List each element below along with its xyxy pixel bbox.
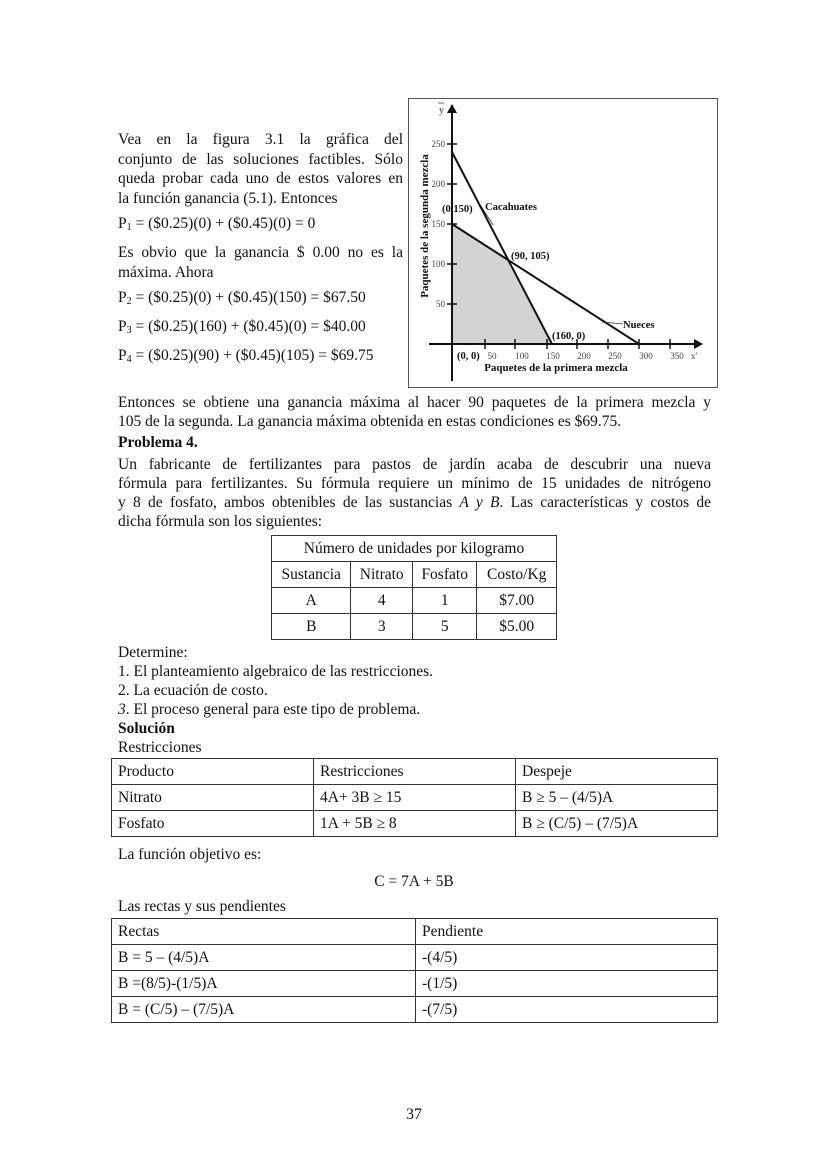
equation-p1 bbox=[118, 214, 403, 237]
table-cell: 5 bbox=[412, 614, 476, 640]
table-row bbox=[112, 811, 718, 837]
svg-text:250: 250 bbox=[608, 351, 622, 361]
table-row bbox=[112, 997, 718, 1023]
table-header-row bbox=[112, 759, 718, 785]
svg-text:100: 100 bbox=[431, 259, 445, 269]
determine-section bbox=[118, 643, 711, 757]
table-header: Nitrato bbox=[351, 562, 412, 588]
eq-subscript: 3 bbox=[126, 325, 132, 336]
intro-line: conjunto de las soluciones factibles. Sólo bbox=[118, 150, 403, 168]
table-cell: B ≥ (C/5) – (7/5)A bbox=[516, 811, 718, 837]
svg-text:350: 350 bbox=[670, 351, 684, 361]
conclusion-paragraph bbox=[118, 393, 711, 431]
svg-text:Nueces: Nueces bbox=[623, 320, 655, 331]
intro-text-block bbox=[118, 130, 403, 369]
determine-item bbox=[118, 700, 711, 719]
table-cell: $5.00 bbox=[477, 614, 557, 640]
intro-line: la función ganancia (5.1). Entonces bbox=[118, 189, 338, 207]
table-header-row bbox=[272, 562, 557, 588]
problem-line: dicha fórmula son los siguientes: bbox=[118, 513, 323, 530]
table-header: Pendiente bbox=[416, 919, 718, 945]
conclusion-line: 105 de la segunda. La ganancia máxima obtenida en estas condiciones es $69.75. bbox=[118, 413, 622, 430]
svg-text:(0,150): (0,150) bbox=[442, 204, 473, 215]
table-cell: 1 bbox=[412, 588, 476, 614]
table-cell: 3 bbox=[351, 614, 412, 640]
problem-italic: A y B bbox=[459, 494, 500, 511]
x-axis-arrow bbox=[694, 339, 703, 349]
x-axis-title: Paquetes de la primera mezcla bbox=[484, 362, 628, 374]
svg-text:150: 150 bbox=[431, 219, 445, 229]
svg-text:(0, 0): (0, 0) bbox=[457, 351, 480, 362]
equation-p2 bbox=[118, 288, 403, 311]
table-cell: 4A+ 3B ≥ 15 bbox=[314, 785, 516, 811]
svg-text:(90, 105): (90, 105) bbox=[511, 251, 550, 262]
equation-p4 bbox=[118, 346, 403, 369]
feasible-region bbox=[452, 224, 552, 344]
table-cell: B = (C/5) – (7/5)A bbox=[112, 997, 416, 1023]
table-header: Despeje bbox=[516, 759, 718, 785]
item-text: . El proceso general para este tipo de problema. bbox=[125, 701, 421, 718]
restrictions-table bbox=[111, 758, 718, 837]
table-cell: 4 bbox=[351, 588, 412, 614]
eq-subscript: 2 bbox=[126, 296, 132, 307]
problem-text: . Las características y costos de bbox=[499, 494, 712, 511]
table-cell: Nitrato bbox=[112, 785, 314, 811]
table-header-row bbox=[112, 919, 718, 945]
table-cell: B ≥ 5 – (4/5)A bbox=[516, 785, 718, 811]
table-header: Fosfato bbox=[412, 562, 476, 588]
units-table-caption: Número de unidades por kilogramo bbox=[272, 536, 557, 562]
table-cell: B bbox=[272, 614, 351, 640]
svg-text:200: 200 bbox=[577, 351, 591, 361]
problem-line bbox=[118, 493, 711, 512]
eq-label: P bbox=[118, 215, 127, 232]
problem-line: fórmula para fertilizantes. Su fórmula requiere un mínimo de 15 unidades de nitrógeno bbox=[118, 475, 711, 492]
determine-item: 1. El planteamiento algebraico de las restricciones. bbox=[118, 663, 434, 680]
svg-text:200: 200 bbox=[431, 179, 445, 189]
obvio-line: máxima. Ahora bbox=[118, 263, 214, 281]
item-number: 3 bbox=[118, 701, 126, 718]
eq-label: P bbox=[118, 289, 127, 306]
eq-expression: = ($0.25)(0) + ($0.45)(0) = 0 bbox=[131, 215, 316, 232]
x-axis-symbol: x' bbox=[691, 351, 698, 361]
problem-section bbox=[118, 433, 711, 531]
table-header: Rectas bbox=[112, 919, 416, 945]
table-header: Sustancia bbox=[272, 562, 351, 588]
x-tick-labels bbox=[488, 351, 685, 361]
table-row bbox=[112, 945, 718, 971]
chart-svg bbox=[409, 99, 719, 389]
restricciones-label: Restricciones bbox=[118, 739, 202, 756]
table-row bbox=[272, 588, 557, 614]
svg-text:300: 300 bbox=[639, 351, 653, 361]
table-cell: B =(8/5)-(1/5)A bbox=[112, 971, 416, 997]
problem-title: Problema 4. bbox=[118, 434, 198, 451]
intro-line: Vea en la figura 3.1 la gráfica del bbox=[118, 131, 403, 148]
table-cell: -(7/5) bbox=[416, 997, 718, 1023]
determine-title: Determine: bbox=[118, 644, 188, 661]
eq-expression: = ($0.25)(90) + ($0.45)(105) = $69.75 bbox=[131, 347, 374, 364]
eq-label: P bbox=[118, 318, 127, 335]
eq-expression: = ($0.25)(0) + ($0.45)(150) = $67.50 bbox=[131, 289, 366, 306]
table-cell: -(1/5) bbox=[416, 971, 718, 997]
svg-text:250: 250 bbox=[431, 139, 445, 149]
y-axis-symbol: y bbox=[439, 105, 444, 116]
solution-title: Solución bbox=[118, 720, 175, 737]
units-table bbox=[271, 535, 557, 640]
eq-subscript: 1 bbox=[126, 222, 132, 233]
table-header: Restricciones bbox=[314, 759, 516, 785]
feasible-region-chart bbox=[408, 98, 718, 388]
y-tick-labels bbox=[432, 139, 446, 309]
table-header: Producto bbox=[112, 759, 314, 785]
svg-text:50: 50 bbox=[436, 299, 445, 309]
table-header: Costo/Kg bbox=[477, 562, 557, 588]
y-axis-arrow bbox=[447, 104, 457, 113]
svg-text:(160, 0): (160, 0) bbox=[552, 331, 586, 342]
table-row bbox=[112, 785, 718, 811]
table-cell: A bbox=[272, 588, 351, 614]
svg-text:Cacahuates: Cacahuates bbox=[485, 202, 537, 213]
svg-text:50: 50 bbox=[487, 351, 497, 361]
eq-expression: = ($0.25)(160) + ($0.45)(0) = $40.00 bbox=[131, 318, 366, 335]
eq-label: P bbox=[118, 347, 127, 364]
objective-label: La función objetivo es: bbox=[118, 846, 262, 863]
table-cell: $7.00 bbox=[477, 588, 557, 614]
table-cell: Fosfato bbox=[112, 811, 314, 837]
y-axis-title: Paquetes de la segunda mezcla bbox=[419, 154, 431, 298]
slopes-table bbox=[111, 918, 718, 1023]
eq-subscript: 4 bbox=[126, 354, 132, 365]
obvio-line: Es obvio que la ganancia $ 0.00 no es la bbox=[118, 244, 403, 261]
intro-line: queda probar cada uno de estos valores en bbox=[118, 170, 403, 187]
problem-line: Un fabricante de fertilizantes para pastos de jardín acaba de descubrir una nueva bbox=[118, 456, 711, 473]
table-cell: 1A + 5B ≥ 8 bbox=[314, 811, 516, 837]
table-row bbox=[272, 614, 557, 640]
svg-text:150: 150 bbox=[546, 351, 560, 361]
conclusion-line: Entonces se obtiene una ganancia máxima al hacer 90 paquetes de la primera mezcla y bbox=[118, 394, 711, 411]
determine-item: 2. La ecuación de costo. bbox=[118, 682, 268, 699]
svg-text:100: 100 bbox=[515, 351, 529, 361]
problem-text: y 8 de fosfato, ambos obtenibles de las sustancias bbox=[118, 494, 460, 511]
table-row bbox=[112, 971, 718, 997]
table-cell: -(4/5) bbox=[416, 945, 718, 971]
table-cell: B = 5 – (4/5)A bbox=[112, 945, 416, 971]
page-number: 37 bbox=[406, 1106, 422, 1123]
objective-equation: C = 7A + 5B bbox=[374, 873, 454, 890]
equation-p3 bbox=[118, 317, 403, 340]
rectas-label: Las rectas y sus pendientes bbox=[118, 898, 286, 915]
